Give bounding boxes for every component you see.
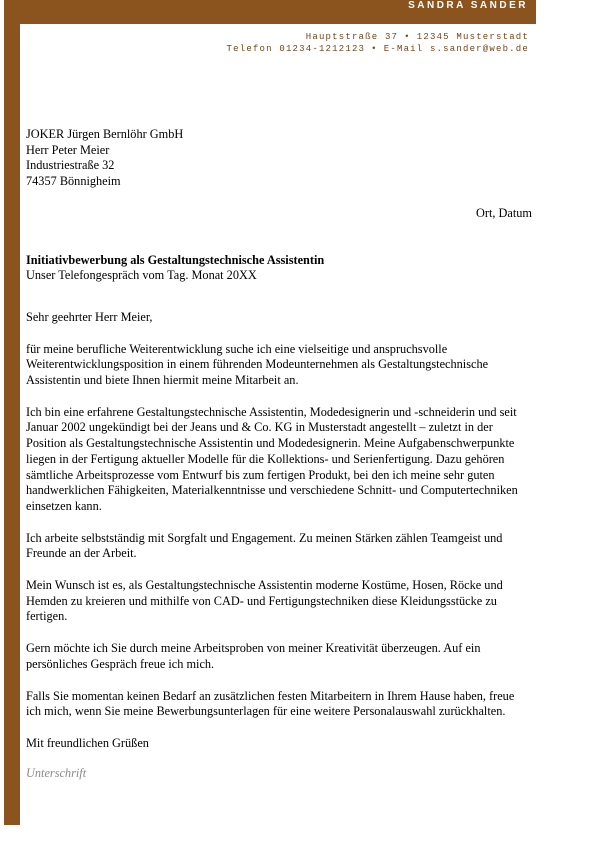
sender-name: SANDRA SANDER	[408, 0, 528, 11]
sender-contact	[227, 31, 529, 55]
body-paragraph-6: Falls Sie momentan keinen Bedarf an zusätzlichen festen Mitarbeitern in Ihrem Hause haben, freue ich mich, wenn Sie meine Bewerbungsunterlagen für eine weitere Personalauswahl zurückhalten.	[26, 688, 515, 719]
salutation: Sehr geehrter Herr Meier,	[26, 309, 153, 324]
sender-phone: Telefon 01234-1212123	[226, 44, 366, 54]
left-accent-bar	[4, 0, 20, 825]
subject-block	[26, 253, 532, 284]
recipient-street: Industriestraße 32	[26, 158, 115, 173]
body-paragraph-1: für meine berufliche Weiterentwicklung suche ich eine vielseitige und anspruchsvolle Weiterentwicklungsposition in einem führenden Modeunternehmen als Gestaltungstechnische Assistentin und biete Ihnen hiermit meine Mitarbeit an.	[26, 341, 489, 388]
separator-dot: •	[404, 32, 411, 42]
recipient-contact: Herr Peter Meier	[26, 142, 110, 157]
body-paragraph-2: Ich bin eine erfahrene Gestaltungstechnische Assistentin, Modedesignerin und -schneiderin und seit Januar 2002 ungekündigt bei der Jeans und & Co. KG in Musterstadt angestellt – zuletzt in der Position als Gestaltungstechnische Assistentin und Modedesignerin. Meine Aufgabenschwerpunkte liegen in der Fertigung aktueller Modelle für die Kollektions- und Serienfertigung. Dazu gehören sämtliche Arbeitsprozesse vom Entwurf bis zum fertigen Produkt, bei den ich meine sehr guten handwerklichen Fähigkeiten, Materialkenntnisse und verschiedene Schnitt- und Computertechniken einsetzen kann.	[26, 404, 518, 513]
recipient-company: JOKER Jürgen Bernlöhr GmbH	[26, 127, 184, 141]
closing: Mit freundlichen Grüßen	[26, 735, 149, 750]
sender-contact-line	[227, 43, 529, 55]
place-date: Ort, Datum	[475, 205, 532, 220]
sender-email: E-Mail s.sander@web.de	[383, 44, 529, 54]
separator-dot: •	[371, 44, 378, 54]
letter-body	[26, 127, 532, 781]
body-paragraph-5: Gern möchte ich Sie durch meine Arbeitsproben von meiner Kreativität überzeugen. Auf ein persönliches Gespräch freue ich mich.	[26, 641, 481, 671]
subject-line: Initiativbewerbung als Gestaltungstechnische Assistentin	[26, 252, 325, 267]
sender-street: Hauptstraße 37	[305, 32, 399, 42]
sender-city: 12345 Musterstadt	[416, 32, 529, 42]
recipient-city: 74357 Bönnigheim	[26, 174, 121, 189]
body-paragraph-4: Mein Wunsch ist es, als Gestaltungstechnische Assistentin moderne Kostüme, Hosen, Röcke und Hemden zu kreieren und mithilfe von CAD- und Fertigungstechniken diese Kleidungsstücke zu fertigen.	[26, 578, 503, 624]
reference-line: Unser Telefongespräch vom Tag. Monat 20XX	[26, 268, 257, 283]
sender-address-line	[227, 31, 529, 43]
body-paragraph-3: Ich arbeite selbstständig mit Sorgfalt und Engagement. Zu meinen Stärken zählen Teamgeist und Freunde an der Arbeit.	[26, 530, 503, 561]
recipient-address	[26, 127, 532, 190]
signature-placeholder: Unterschrift	[26, 765, 87, 780]
letterhead-bar	[4, 0, 536, 24]
